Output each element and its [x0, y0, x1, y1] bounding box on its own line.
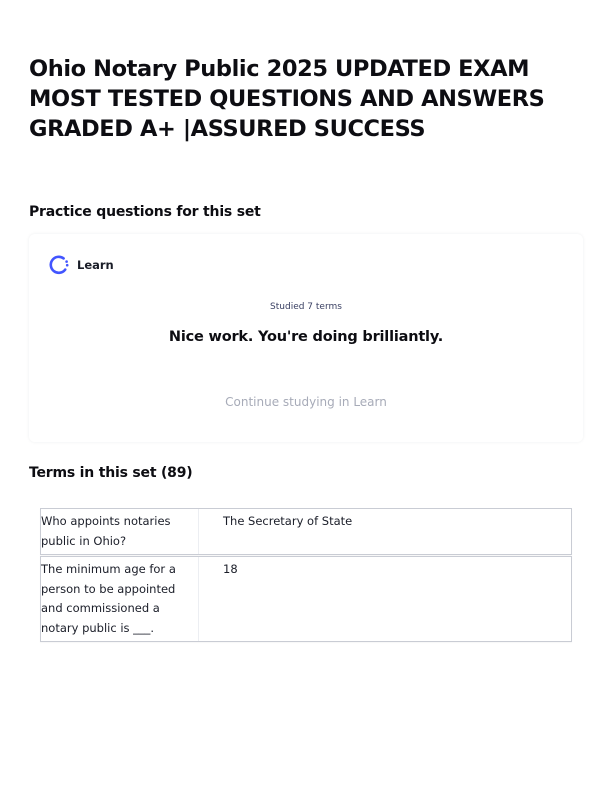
learn-card: [29, 234, 583, 442]
term-cell: Who appoints notaries public in Ohio?: [41, 509, 199, 554]
learn-mode-link[interactable]: [48, 254, 114, 276]
learn-progress-icon: [48, 254, 70, 276]
continue-studying-link[interactable]: Continue studying in Learn: [225, 395, 387, 409]
terms-heading: Terms in this set (89): [29, 465, 193, 481]
terms-table: [40, 508, 572, 642]
definition-cell: 18: [223, 562, 238, 576]
term-cell: The minimum age for a person to be appointed and commissioned a notary public is ___.: [41, 557, 199, 641]
document-title: Ohio Notary Public 2025 UPDATED EXAM MOST TESTED QUESTIONS AND ANSWERS GRADED A+ |ASSURED SUCCESS: [29, 56, 545, 142]
definition-cell: The Secretary of State: [223, 514, 353, 528]
learn-label: Learn: [77, 258, 114, 272]
encouragement-message: Nice work. You're doing brilliantly.: [168, 329, 444, 345]
studied-count: Studied 7 terms: [270, 302, 342, 312]
table-row: [40, 508, 572, 555]
practice-heading: Practice questions for this set: [29, 204, 261, 220]
table-row: [40, 556, 572, 642]
